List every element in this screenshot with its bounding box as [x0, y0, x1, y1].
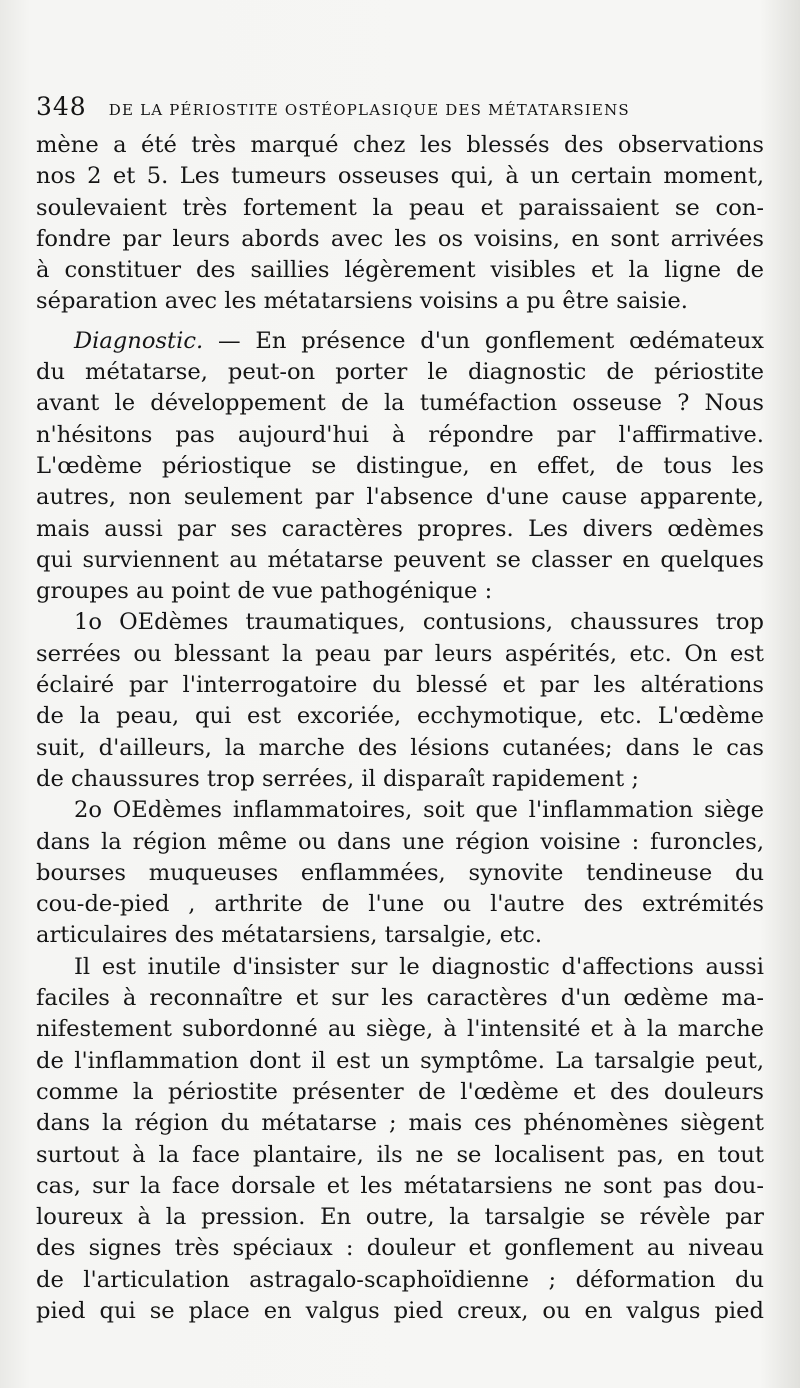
paragraph	[36, 130, 764, 318]
body-text	[36, 130, 764, 1327]
paragraph-diagnostic	[36, 326, 764, 608]
text-line: soulevaient très fortement la peau et paraissaient se con-	[36, 194, 764, 221]
text-line: autres, non seulement par l'absence d'une cause apparente,	[36, 484, 764, 511]
running-title: DE LA PÉRIOSTITE OSTÉOPLASIQUE DES MÉTATARSIENS	[108, 101, 630, 119]
page-number: 348	[36, 92, 87, 121]
text-span: — En présence d'un gonflement œdémateux	[203, 327, 764, 354]
text-line: serrées ou blessant la peau par leurs aspérités, etc. On est	[36, 640, 764, 667]
text-line: loureux à la pression. En outre, la tarsalgie se révèle par	[36, 1204, 764, 1231]
text-line: dans la région même ou dans une région voisine : furoncles,	[36, 828, 764, 855]
text-line: articulaires des métatarsiens, tarsalgie, etc.	[36, 922, 543, 949]
paragraph	[36, 952, 764, 1328]
text-line: nifestement subordonné au siège, à l'intensité et à la marche	[36, 1016, 764, 1043]
text-line: cou-de-pied , arthrite de l'une ou l'autre des extrémités	[36, 891, 764, 918]
text-line: séparation avec les métatarsiens voisins a pu être saisie.	[36, 288, 688, 315]
text-line: de l'inflammation dont il est un symptôme. La tarsalgie peut,	[36, 1047, 764, 1074]
text-line: suit, d'ailleurs, la marche des lésions cutanées; dans le cas	[36, 734, 764, 761]
text-line: de chaussures trop serrées, il disparaît rapidement ;	[36, 765, 639, 792]
text-line: cas, sur la face dorsale et les métatarsiens ne sont pas dou-	[36, 1172, 764, 1199]
text-line: Il est inutile d'insister sur le diagnostic d'affections aussi	[74, 953, 764, 980]
text-line: avant le développement de la tuméfaction osseuse ? Nous	[36, 390, 764, 417]
text-line: faciles à reconnaître et sur les caractères d'un œdème ma-	[36, 985, 764, 1012]
text-line: de la peau, qui est excoriée, ecchymotique, etc. L'œdème	[36, 703, 764, 730]
text-line: dans la région du métatarse ; mais ces phénomènes siègent	[36, 1110, 764, 1137]
text-line: fondre par leurs abords avec les os voisins, en sont arrivées	[36, 225, 764, 252]
section-lead-italic: Diagnostic.	[74, 327, 204, 354]
text-line: 2o OEdèmes inflammatoires, soit que l'inflammation siège	[74, 797, 764, 824]
text-line: groupes au point de vue pathogénique :	[36, 578, 493, 605]
text-line: comme la périostite présenter de l'œdème et des douleurs	[36, 1078, 764, 1105]
text-line: n'hésitons pas aujourd'hui à répondre par l'affirmative.	[36, 421, 764, 448]
paragraph-item-1	[36, 607, 764, 795]
text-line: mène a été très marqué chez les blessés des observations	[36, 132, 764, 158]
text-line: bourses muqueuses enflammées, synovite tendineuse du	[36, 859, 764, 886]
text-line: qui surviennent au métatarse peuvent se classer en quelques	[36, 546, 764, 573]
text-line: éclairé par l'interrogatoire du blessé et par les altérations	[36, 672, 764, 699]
text-line: nos 2 et 5. Les tumeurs osseuses qui, à un certain moment,	[36, 163, 764, 190]
text-line	[36, 326, 764, 357]
text-line: de l'articulation astragalo-scaphoïdienne ; déformation du	[36, 1266, 764, 1293]
text-line: pied qui se place en valgus pied creux, ou en valgus pied	[36, 1297, 764, 1324]
page-header	[36, 92, 766, 126]
paragraph-item-2	[36, 795, 764, 951]
text-line: du métatarse, peut-on porter le diagnostic de périostite	[36, 359, 764, 386]
text-line: 1o OEdèmes traumatiques, contusions, chaussures trop	[74, 609, 764, 636]
text-line: à constituer des saillies légèrement visibles et la ligne de	[36, 257, 764, 284]
text-line: L'œdème périostique se distingue, en effet, de tous les	[36, 452, 764, 479]
text-line: mais aussi par ses caractères propres. Les divers œdèmes	[36, 515, 764, 542]
text-line: surtout à la face plantaire, ils ne se localisent pas, en tout	[36, 1141, 764, 1168]
text-line: des signes très spéciaux : douleur et gonflement au niveau	[36, 1235, 764, 1262]
